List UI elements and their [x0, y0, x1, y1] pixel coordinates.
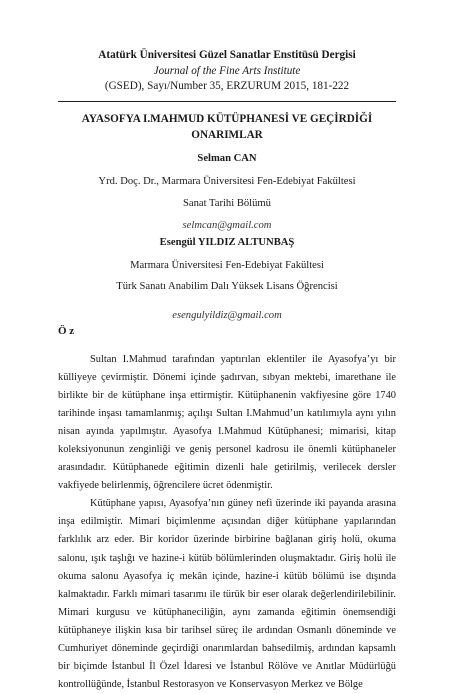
author1-name: Selman CAN	[197, 153, 257, 164]
author2-email: esengulyildiz@gmail.com	[172, 310, 282, 321]
journal-title-tr: Atatürk Üniversitesi Güzel Sanatlar Enstitüsü Dergisi	[98, 49, 356, 61]
author2-block	[58, 234, 396, 325]
abstract-paragraph-1: Sultan I.Mahmud tarafından yaptırılan eklentiler ile Ayasofya’yı bir külliyeye çevirmiştir. Dönemi içinde şadırvan, sıbyan mektebi, imarethane ile birlikte bir de kütüphane inşa ettirmiştir. Kütüphanenin vakfiyesine göre 1740 tarihinde inşası tamamlanmış; açılışı Sultan I.Mahmud’un katılımıyla aynı yılın nisan ayında yapılmıştır. Ayasofya I.Mahmud Kütüphanesi; mimarisi, kitap koleksiyonunun zenginliği ve geniş personel kadrosu ile önemli kütüphaneler arasındadır. Kütüphanede eğitimin dizenli hale getirilmiş, verilecek dersler vakfiyede belirlenmiş, öğrencilere ücret ödenmiştir.	[58, 354, 396, 492]
abstract-heading: Ö z	[58, 325, 75, 337]
journal-header	[58, 48, 396, 95]
article-title-line1: AYASOFYA I.MAHMUD KÜTÜPHANESİ VE GEÇİRDİĞİ	[81, 113, 373, 125]
author2-name: Esengül YILDIZ ALTUNBAŞ	[159, 237, 295, 248]
abstract-body	[58, 351, 396, 694]
author1-affiliation2: Sanat Tarihi Bölümü	[183, 198, 271, 209]
article-title-line2: ONARIMLAR	[191, 129, 263, 141]
header-divider	[58, 101, 396, 102]
abstract-paragraph-2: Kütüphane yapısı, Ayasofya’nın güney nefi üzerinde iki payanda arasına inşa edilmiştir. Mimari biçimlenme açısından diğer kütüphane yapılarından farklılık arz eder. Bir koridor üzerinde birbirine bağlanan giriş holü, okuma salonu, ışık taşlığı ve hazine-i kütüb bölümlerinden oluşmaktadır. Giriş holü ile okuma salonu Ayasofya iç mekân içinde, hazine-i kütüb bölümü ise dışında kalmaktadır. Farklı mimari tasarımı ile türük bir eser olarak değerlendirilebilinir. Mimari kurgusu ve kütüphaneciliğin, aynı zamanda eğitimin önemsendiği kütüphaneye ilişkin kısa bir tarihsel süreç ile ardından Osmanlı döneminde ve Cumhuriyet döneminde geçirdiği onarımlardan bahsedilmiş, ardından kapsamlı bir biçimde İstanbul İl Özel İdaresi ve İstanbul Rölöve ve Anıtlar Müdürlüğü kontrollüğünde, İstanbul Restorasyon ve Konservasyon Merkez ve Bölge	[58, 498, 396, 690]
journal-issue: (GSED), Sayı/Number 35, ERZURUM 2015, 181-222	[104, 80, 350, 92]
author1-affiliation1: Yrd. Doç. Dr., Marmara Üniversitesi Fen-Edebiyat Fakültesi	[98, 176, 356, 187]
author1-block	[58, 150, 396, 235]
author2-affiliation1: Marmara Üniversitesi Fen-Edebiyat Fakültesi	[130, 260, 324, 271]
author2-affiliation2: Türk Sanatı Anabilim Dalı Yüksek Lisans Öğrencisi	[116, 281, 338, 292]
author1-email: selmcan@gmail.com	[182, 220, 272, 231]
article-title	[70, 111, 384, 143]
journal-title-en: Journal of the Fine Arts Institute	[153, 64, 301, 77]
